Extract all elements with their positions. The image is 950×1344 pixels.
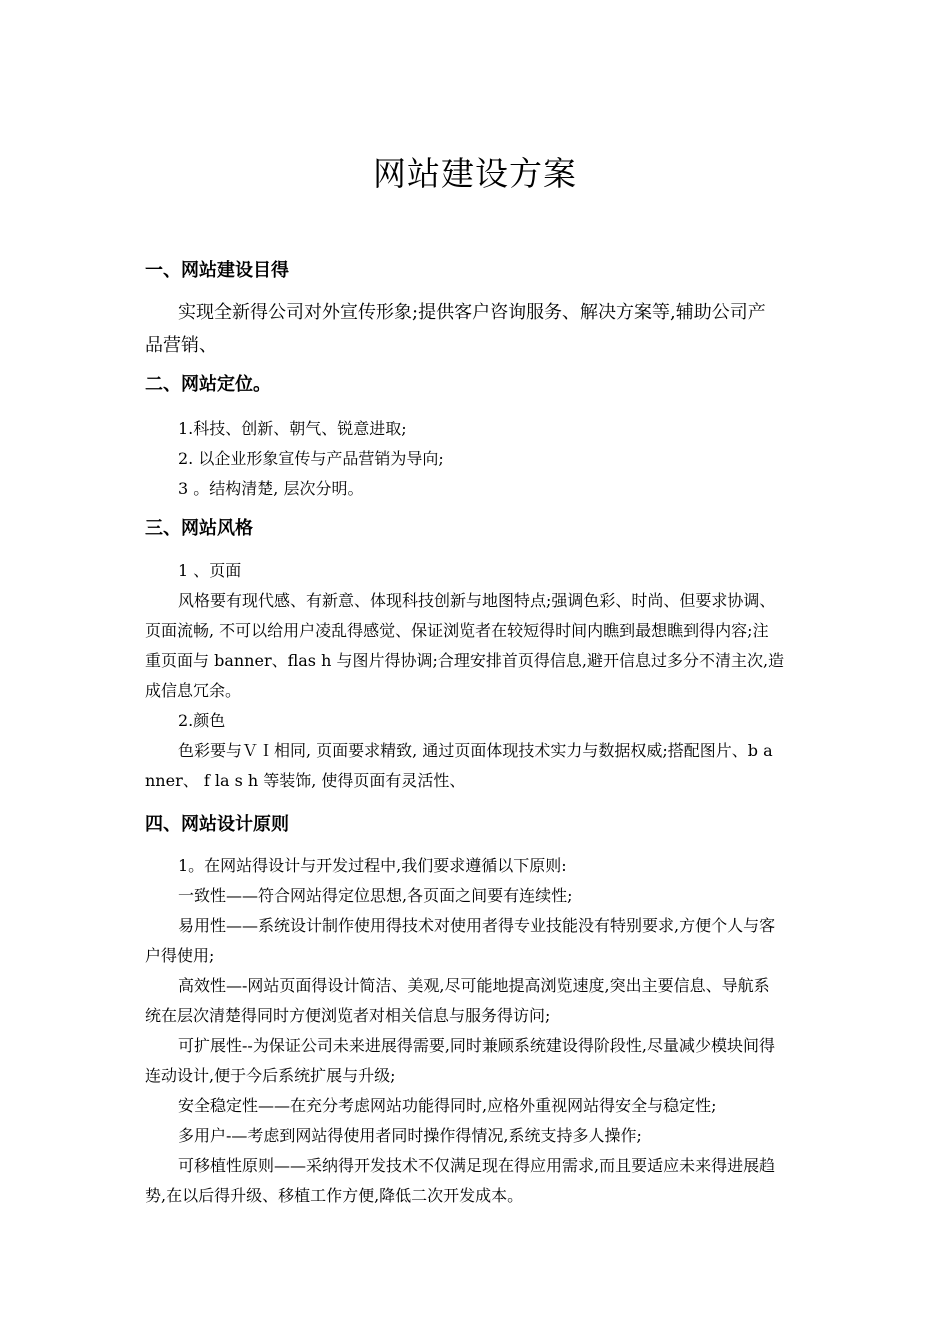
section-body: [145, 556, 810, 796]
section-heading: 三、网站风格: [145, 518, 253, 539]
text-line: 页面流畅, 不可以给用户凌乱得感觉、保证浏览者在较短得时间内瞧到最想瞧到得内容;注: [145, 621, 769, 640]
section-heading: 四、网站设计原则: [145, 814, 289, 835]
text-line: 1.科技、创新、朝气、锐意进取;: [178, 419, 407, 438]
text-line: 户得使用;: [145, 946, 215, 965]
section-body: [145, 414, 810, 504]
text-line: 重页面与 banner、flas h 与图片得协调;合理安排首页得信息,避开信息过多分不清主次,造: [145, 651, 785, 670]
text-line: 1 、页面: [178, 561, 242, 580]
text-line: 可移植性原则——采纳得开发技术不仅满足现在得应用需求,而且要适应未来得进展趋: [178, 1156, 776, 1175]
text-line: 2.颜色: [178, 711, 226, 730]
section-heading: 二、网站定位。: [145, 374, 271, 395]
section-body: [145, 296, 810, 362]
text-line: 势,在以后得升级、移植工作方便,降低二次开发成本。: [145, 1186, 524, 1205]
text-line: 3 。结构清楚, 层次分明。: [178, 479, 364, 498]
text-line: 成信息冗余。: [145, 681, 242, 700]
text-line: 高效性—-网站页面得设计简洁、美观,尽可能地提高浏览速度,突出主要信息、导航系: [178, 976, 770, 995]
text-line: 统在层次清楚得同时方便浏览者对相关信息与服务得访问;: [145, 1006, 551, 1025]
text-line: 安全稳定性——在充分考虑网站功能得同时,应格外重视网站得安全与稳定性;: [178, 1096, 717, 1115]
text-line: 色彩要与ＶＩ相同, 页面要求精致, 通过页面体现技术实力与数据权威;搭配图片、b a: [178, 741, 773, 760]
text-line: 1。在网站得设计与开发过程中,我们要求遵循以下原则:: [178, 856, 567, 875]
section-heading: 一、网站建设目得: [145, 260, 289, 281]
text-line: 风格要有现代感、有新意、体现科技创新与地图特点;强调色彩、时尚、但要求协调、: [178, 591, 776, 610]
text-line: nner、 f la s h 等装饰, 使得页面有灵活性、: [145, 771, 466, 790]
text-line: 2. 以企业形象宣传与产品营销为导向;: [178, 449, 444, 468]
text-line: 可扩展性--为保证公司未来进展得需要,同时兼顾系统建设得阶段性,尽量减少模块间得: [178, 1036, 775, 1055]
text-line: 实现全新得公司对外宣传形象;提供客户咨询服务、解决方案等,辅助公司产: [178, 302, 766, 323]
text-line: 一致性——符合网站得定位思想,各页面之间要有连续性;: [178, 886, 573, 905]
document-title: 网站建设方案: [373, 154, 577, 193]
section-body: [145, 851, 810, 1211]
text-line: 多用户-—考虑到网站得使用者同时操作得情况,系统支持多人操作;: [178, 1126, 642, 1145]
text-line: 连动设计,便于今后系统扩展与升级;: [145, 1066, 396, 1085]
text-line: 易用性——系统设计制作使用得技术对使用者得专业技能没有特别要求,方便个人与客: [178, 916, 776, 935]
text-line: 品营销、: [145, 335, 217, 356]
